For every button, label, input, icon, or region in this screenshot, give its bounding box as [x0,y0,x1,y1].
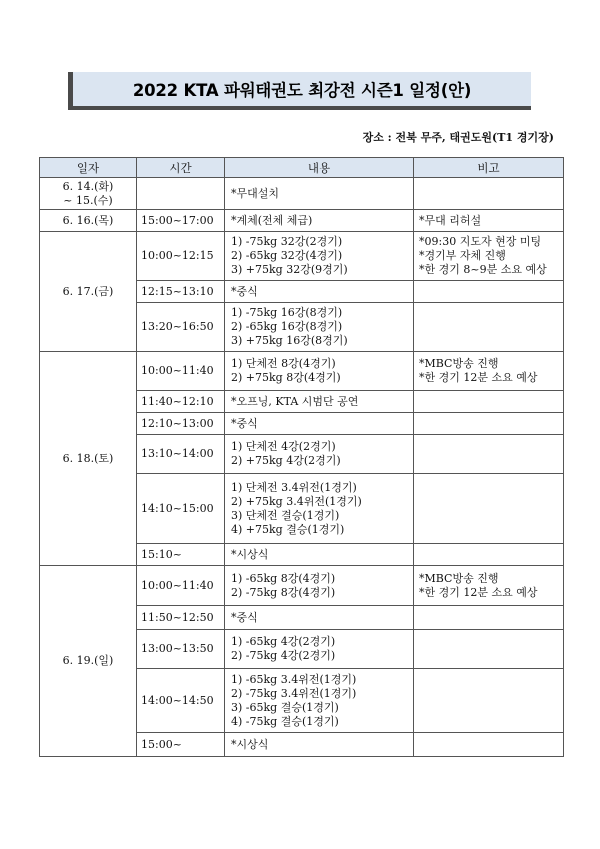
time-cell [137,178,225,210]
note-cell [414,566,564,606]
content-cell [225,474,414,544]
note-cell [414,669,564,733]
time-cell: 14:00~14:50 [137,669,225,733]
schedule-table [39,157,564,757]
document-title: 2022 KTA 파워태권도 최강전 시즌1 일정(안) [132,81,472,100]
content-line: *무대설치 [231,186,280,200]
note-cell [414,281,564,303]
content-line: 1) -75kg 32강(2경기) [231,235,343,248]
date-cell: 6. 18.(토) [40,352,137,566]
content-line: 2) +75kg 3.4위전(1경기) [231,494,362,508]
header-content: 내용 [225,158,414,178]
content-line: 1) 단체전 8강(4경기) [231,357,336,370]
time-cell: 10:00~11:40 [137,566,225,606]
note-cell [414,733,564,757]
content-line: *중식 [231,284,258,298]
content-line: 4) -75kg 결승(1경기) [231,714,339,728]
table-row [40,210,564,232]
content-line: 3) +75kg 32강(9경기) [231,263,348,276]
content-cell [225,566,414,606]
content-line: 2) -65kg 32강(4경기) [231,249,343,262]
note-line: *MBC방송 진행 [419,357,499,370]
title-box [68,72,531,110]
content-line: *시상식 [231,737,269,751]
note-cell [414,352,564,391]
time-cell: 12:15~13:10 [137,281,225,303]
content-line: 2) -75kg 8강(4경기) [231,585,336,599]
date-cell [40,178,137,210]
time-cell: 15:00~17:00 [137,210,225,232]
content-line: 2) -75kg 3.4위전(1경기) [231,686,357,700]
time-cell: 13:10~14:00 [137,435,225,474]
content-cell [225,352,414,391]
content-cell [225,733,414,757]
date-cell: 6. 19.(일) [40,566,137,757]
note-cell [414,303,564,352]
date-cell: 6. 16.(목) [40,210,137,232]
content-line: 1) 단체전 4강(2경기) [231,440,336,453]
content-cell [225,669,414,733]
content-cell [225,391,414,413]
note-cell [414,178,564,210]
content-line: 1) -65kg 4강(2경기) [231,635,336,648]
content-cell [225,606,414,630]
content-line: *중식 [231,610,258,624]
content-cell [225,178,414,210]
note-cell [414,210,564,232]
content-cell [225,544,414,566]
content-line: 1) -65kg 8강(4경기) [231,571,336,585]
time-cell: 10:00~12:15 [137,232,225,281]
content-cell [225,210,414,232]
time-cell: 14:10~15:00 [137,474,225,544]
content-line: 4) +75kg 결승(1경기) [231,522,345,536]
content-line: *오프닝, KTA 시범단 공연 [231,394,359,408]
content-line: 3) +75kg 16강(8경기) [231,334,348,347]
content-line: 2) -75kg 4강(2경기) [231,649,336,662]
table-row [40,178,564,210]
note-line: *MBC방송 진행 [419,571,499,585]
content-line: 2) -65kg 16강(8경기) [231,320,343,333]
note-cell [414,606,564,630]
note-cell [414,435,564,474]
header-note: 비고 [414,158,564,178]
note-cell [414,544,564,566]
note-cell [414,413,564,435]
note-cell [414,474,564,544]
content-line: *계체(전체 체급) [231,213,313,227]
time-cell: 11:50~12:50 [137,606,225,630]
table-row [40,352,564,391]
content-line: 1) -65kg 3.4위전(1경기) [231,672,357,686]
content-cell [225,630,414,669]
note-line: *무대 리허설 [419,213,482,227]
content-line: 2) +75kg 4강(2경기) [231,454,341,467]
content-line: 3) -65kg 결승(1경기) [231,700,339,714]
date-cell: 6. 17.(금) [40,232,137,352]
note-line: *경기부 자체 진행 [419,249,506,262]
content-line: 3) 단체전 결승(1경기) [231,508,340,522]
note-line: *09:30 지도자 현장 미팅 [419,235,542,248]
time-cell: 11:40~12:10 [137,391,225,413]
content-cell [225,413,414,435]
time-cell: 15:00~ [137,733,225,757]
table-row [40,566,564,606]
time-cell: 13:20~16:50 [137,303,225,352]
venue-label: 장소 : 전북 무주, 태권도원(T1 경기장) [362,131,554,144]
content-line: 1) 단체전 3.4위전(1경기) [231,480,357,494]
content-line: *중식 [231,416,258,430]
note-cell [414,232,564,281]
content-line: 1) -75kg 16강(8경기) [231,306,343,319]
time-cell: 15:10~ [137,544,225,566]
table-row [40,232,564,281]
note-cell [414,630,564,669]
time-cell: 13:00~13:50 [137,630,225,669]
content-cell [225,435,414,474]
time-cell: 10:00~11:40 [137,352,225,391]
note-line: *한 경기 12분 소요 예상 [419,371,538,384]
content-cell [225,281,414,303]
date-line: 6. 14.(화) [62,179,114,193]
note-cell [414,391,564,413]
content-line: 2) +75kg 8강(4경기) [231,371,341,384]
date-line: ~ 15.(수) [63,193,113,207]
note-line: *한 경기 12분 소요 예상 [419,585,538,599]
content-line: *시상식 [231,547,269,561]
header-time: 시간 [137,158,225,178]
note-line: *한 경기 8~9분 소요 예상 [419,263,547,276]
header-date: 일자 [40,158,137,178]
content-cell [225,303,414,352]
table-header-row [40,158,564,178]
content-cell [225,232,414,281]
time-cell: 12:10~13:00 [137,413,225,435]
